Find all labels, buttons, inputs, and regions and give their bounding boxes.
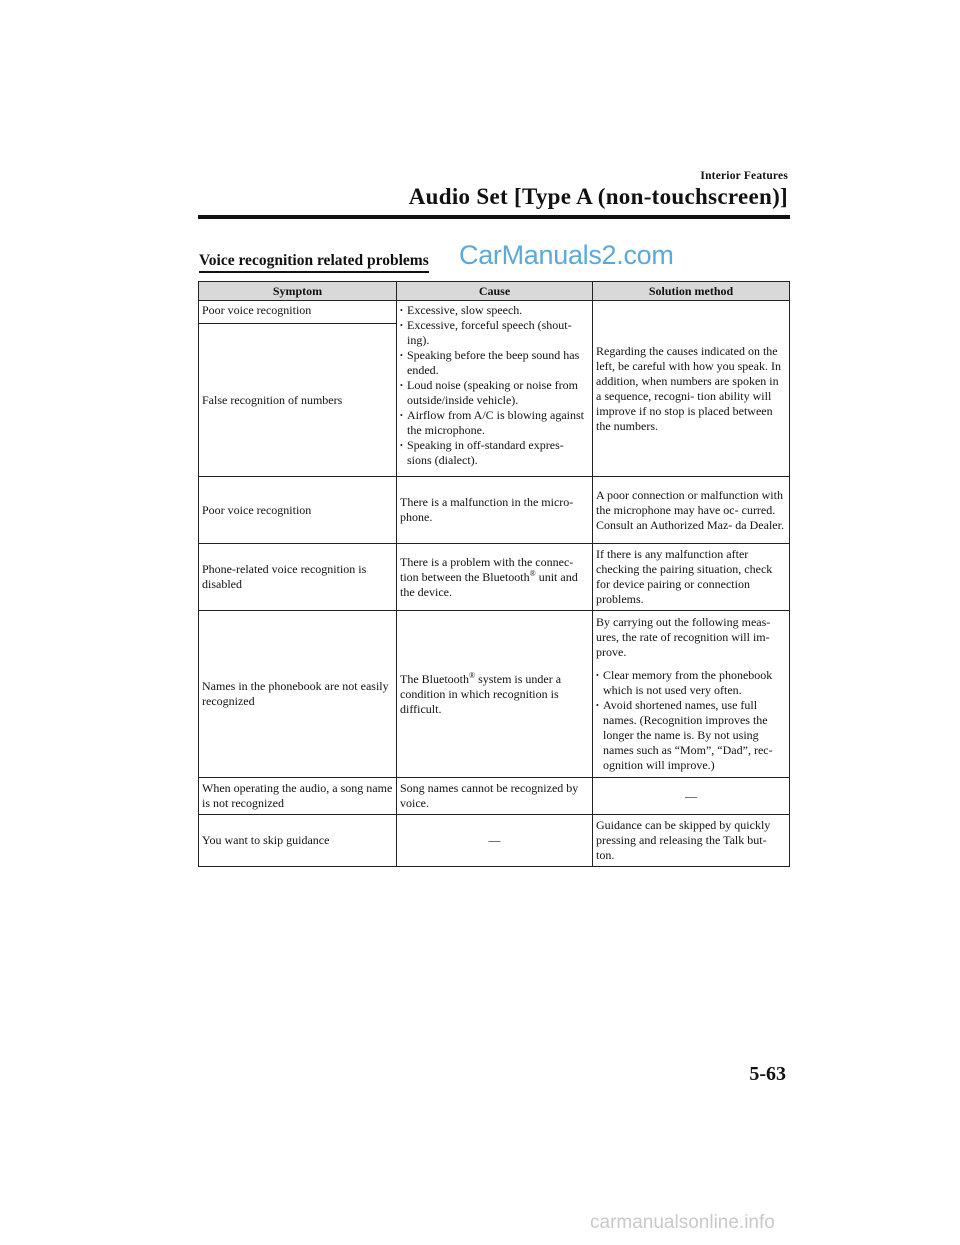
solution-cell: A poor connection or malfunction with the microphone may have oc- curred. Consult an Authorized Maz- da Dealer. [593,477,790,544]
list-item: • Loud noise (speaking or noise from outside/inside vehicle). [400,378,589,408]
symptom-cell: You want to skip guidance [199,815,397,867]
cause-cell [397,301,593,477]
cause-cell [397,544,593,611]
footer-watermark: carmanualsonline.info [590,1212,775,1233]
registered-mark: ® [469,670,476,680]
cause-text: unit and the device. [400,569,578,599]
cause-text: system is under a condition in which recognition is difficult. [400,671,562,716]
table-header-row [199,282,790,301]
cause-cell [397,611,593,778]
list-item: • Excessive, forceful speech (shout- ing). [400,318,589,348]
voice-recognition-table [198,281,790,867]
page-number: 5-63 [749,1063,786,1085]
solution-list [596,668,786,773]
list-item: • Speaking in off-standard expres- sions (dialect). [400,438,589,468]
solution-cell: If there is any malfunction after checking the pairing situation, check for device pairing or connection problems. [593,544,790,611]
registered-mark: ® [529,568,536,578]
header-rule [198,215,790,219]
solution-cell [593,611,790,778]
symptom-cell: False recognition of numbers [199,324,397,477]
table-row [199,301,790,324]
table-row [199,611,790,778]
list-item: • Excessive, slow speech. [400,303,589,318]
page-heading: Audio Set [Type A (non-touchscreen)] [408,184,788,209]
header-symptom: Symptom [199,282,397,301]
symptom-cell: Phone-related voice recognition is disabled [199,544,397,611]
cause-text: There is a problem with the connec- tion between the Bluetooth [400,554,574,584]
solution-lead: By carrying out the following meas- ures, the rate of recognition will im- prove. [596,615,771,659]
solution-cell: — [593,778,790,815]
solution-cell: Guidance can be skipped by quickly pressing and releasing the Talk but- ton. [593,815,790,867]
list-item: • Avoid shortened names, use full names. (Recognition improves the longer the name is. By not using names such as “Mom”, “Dad”, rec- ognition will improve.) [596,698,786,773]
watermark-logo: CarManuals2.com [459,240,674,270]
table-row [199,815,790,867]
cause-cell: — [397,815,593,867]
cause-cell: Song names cannot be recognized by voice. [397,778,593,815]
cause-text: The Bluetooth [400,671,469,686]
solution-cell: Regarding the causes indicated on the left, be careful with how you speak. In addition, when numbers are spoken in a sequence, recogni- tion ability will improve if no stop is placed between the numbers. [593,301,790,477]
symptom-cell: Poor voice recognition [199,477,397,544]
cause-list [400,303,589,468]
symptom-cell: Poor voice recognition [199,301,397,324]
list-item: • Airflow from A/C is blowing against the microphone. [400,408,589,438]
symptom-cell: Names in the phonebook are not easily recognized [199,611,397,778]
list-item: • Speaking before the beep sound has ended. [400,348,589,378]
symptom-cell: When operating the audio, a song name is not recognized [199,778,397,815]
chapter-label: Interior Features [700,170,788,182]
cause-cell: There is a malfunction in the micro- phone. [397,477,593,544]
header-cause: Cause [397,282,593,301]
table-row [199,778,790,815]
section-title: Voice recognition related problems [199,252,429,273]
header-solution: Solution method [593,282,790,301]
table-row [199,477,790,544]
table-row [199,544,790,611]
list-item: • Clear memory from the phonebook which is not used very often. [596,668,786,698]
